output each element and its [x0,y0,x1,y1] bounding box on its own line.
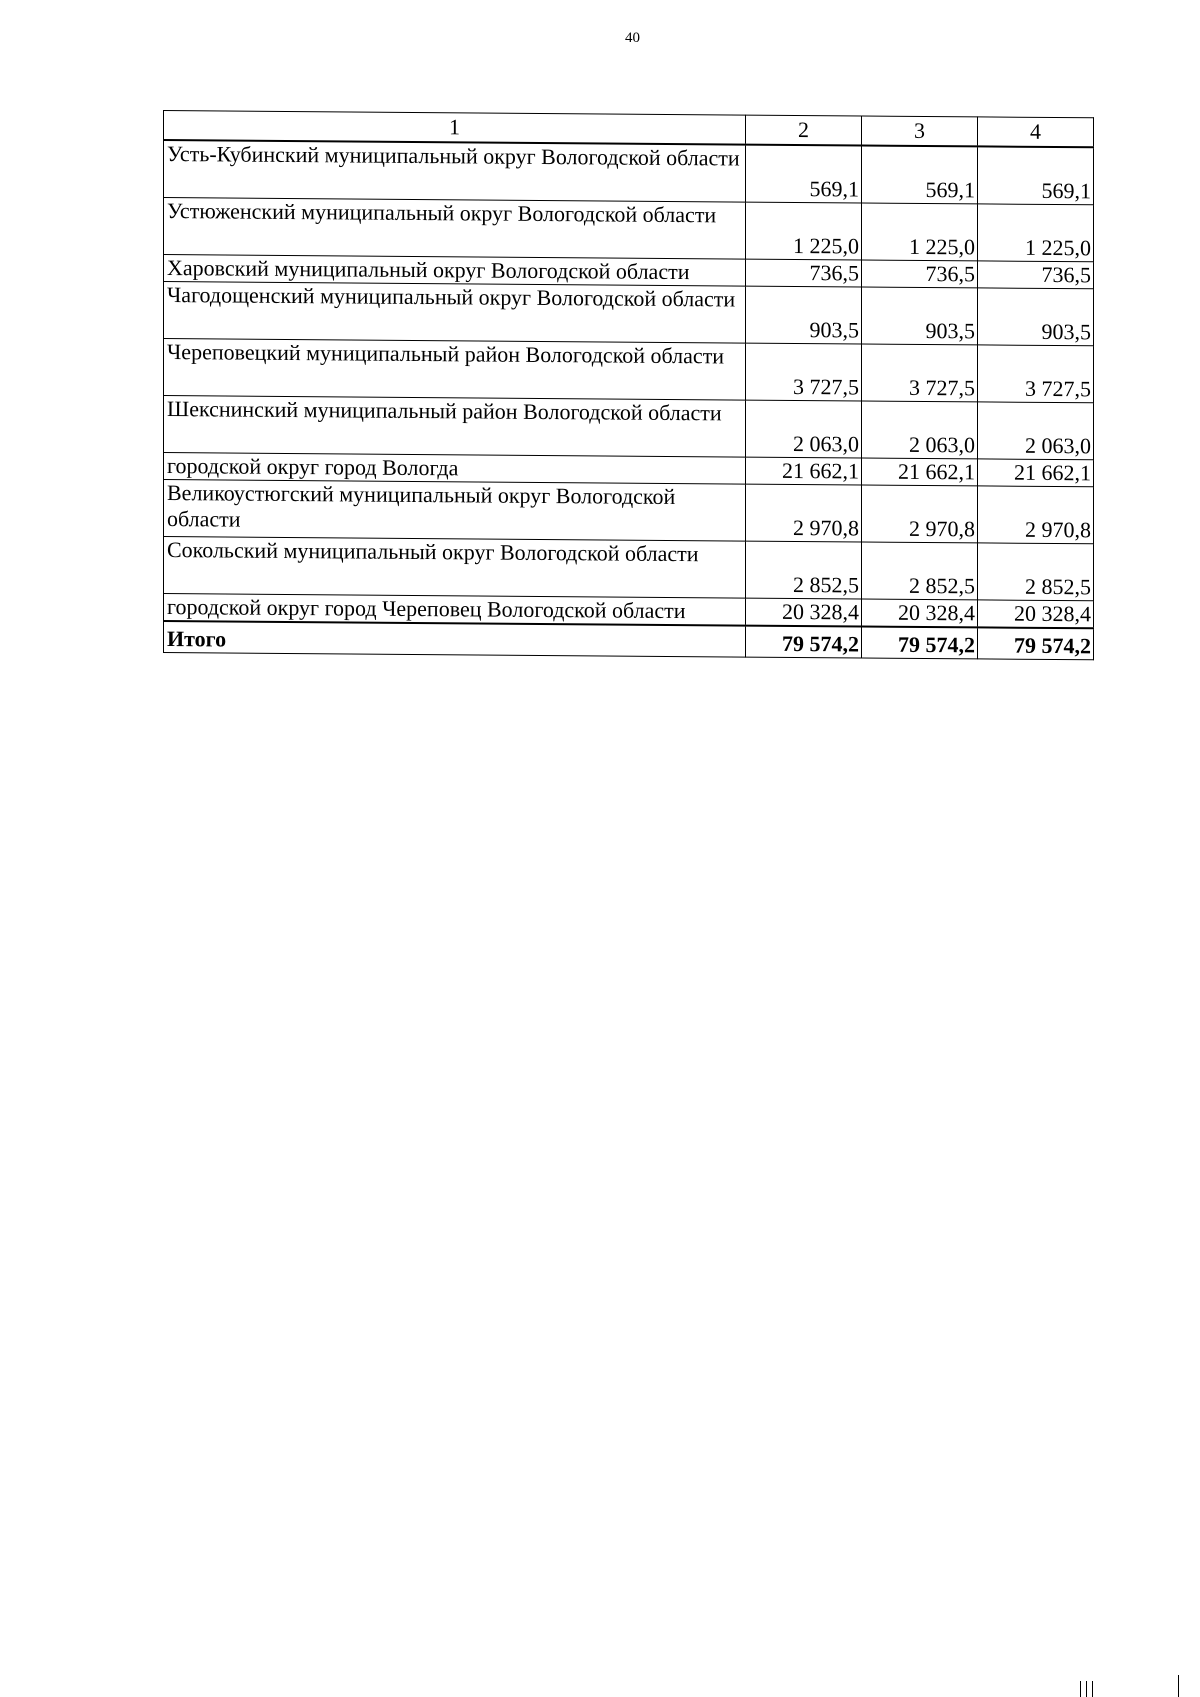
value-col-2: 3 727,5 [746,343,862,401]
value-col-2: 2 063,0 [746,400,862,458]
value-col-3: 903,5 [862,287,978,345]
scan-artifact-mark [1178,1675,1179,1697]
value-col-4: 569,1 [978,146,1094,204]
municipality-name: Харовский муниципальный округ Вологодской области [164,255,746,287]
value-col-2: 2 852,5 [746,541,862,599]
total-col-4: 79 574,2 [978,627,1094,659]
table-row [164,282,1094,346]
value-col-4: 21 662,1 [978,459,1094,487]
municipality-name: Чагодощенский муниципальный округ Вологодской области [164,282,746,344]
table-row [164,480,1094,544]
value-col-3: 2 063,0 [862,401,978,459]
value-col-3: 569,1 [862,145,978,203]
municipality-name: городской округ город Череповец Вологодской области [164,594,746,626]
table-row [164,537,1094,601]
table-container [163,110,1094,660]
municipality-name: Устюженский муниципальный округ Вологодской области [164,198,746,260]
value-col-4: 2 852,5 [978,543,1094,601]
total-col-3: 79 574,2 [862,626,978,658]
value-col-3: 21 662,1 [862,458,978,486]
municipality-name: Сокольский муниципальный округ Вологодской области [164,537,746,599]
total-col-2: 79 574,2 [746,626,862,658]
column-header: 1 [164,111,746,145]
table-row [164,198,1094,262]
page-number: 40 [625,30,640,46]
table-row [164,339,1094,403]
municipality-name: Великоустюгский муниципальный округ Вологодской области [164,480,746,542]
value-col-4: 736,5 [978,261,1094,289]
budget-distribution-table [163,110,1094,660]
value-col-4: 1 225,0 [978,204,1094,262]
total-label: Итого [164,621,746,657]
municipality-name: Шекснинский муниципальный район Вологодской области [164,396,746,458]
value-col-4: 3 727,5 [978,345,1094,403]
value-col-2: 1 225,0 [746,202,862,260]
column-header: 2 [746,115,862,145]
table-row [164,140,1094,205]
value-col-4: 2 970,8 [978,486,1094,544]
value-col-3: 3 727,5 [862,344,978,402]
value-col-2: 903,5 [746,286,862,344]
value-col-3: 20 328,4 [862,599,978,627]
value-col-4: 2 063,0 [978,402,1094,460]
scan-artifact-mark [1086,1681,1087,1697]
column-header: 3 [862,116,978,146]
value-col-3: 2 970,8 [862,485,978,543]
value-col-2: 20 328,4 [746,598,862,626]
total-row [164,621,1094,660]
value-col-3: 736,5 [862,260,978,288]
municipality-name: Череповецкий муниципальный район Вологодской области [164,339,746,401]
value-col-2: 2 970,8 [746,484,862,542]
municipality-name: городской округ город Вологда [164,453,746,485]
value-col-3: 2 852,5 [862,542,978,600]
value-col-4: 903,5 [978,288,1094,346]
value-col-2: 736,5 [746,259,862,287]
scan-artifact-mark [1092,1681,1093,1697]
value-col-2: 21 662,1 [746,457,862,485]
value-col-3: 1 225,0 [862,203,978,261]
value-col-2: 569,1 [746,145,862,203]
value-col-4: 20 328,4 [978,600,1094,628]
column-header: 4 [978,117,1094,147]
table-row [164,396,1094,460]
scan-artifact-mark [1080,1681,1081,1697]
municipality-name: Усть-Кубинский муниципальный округ Вологодской области [164,140,746,202]
